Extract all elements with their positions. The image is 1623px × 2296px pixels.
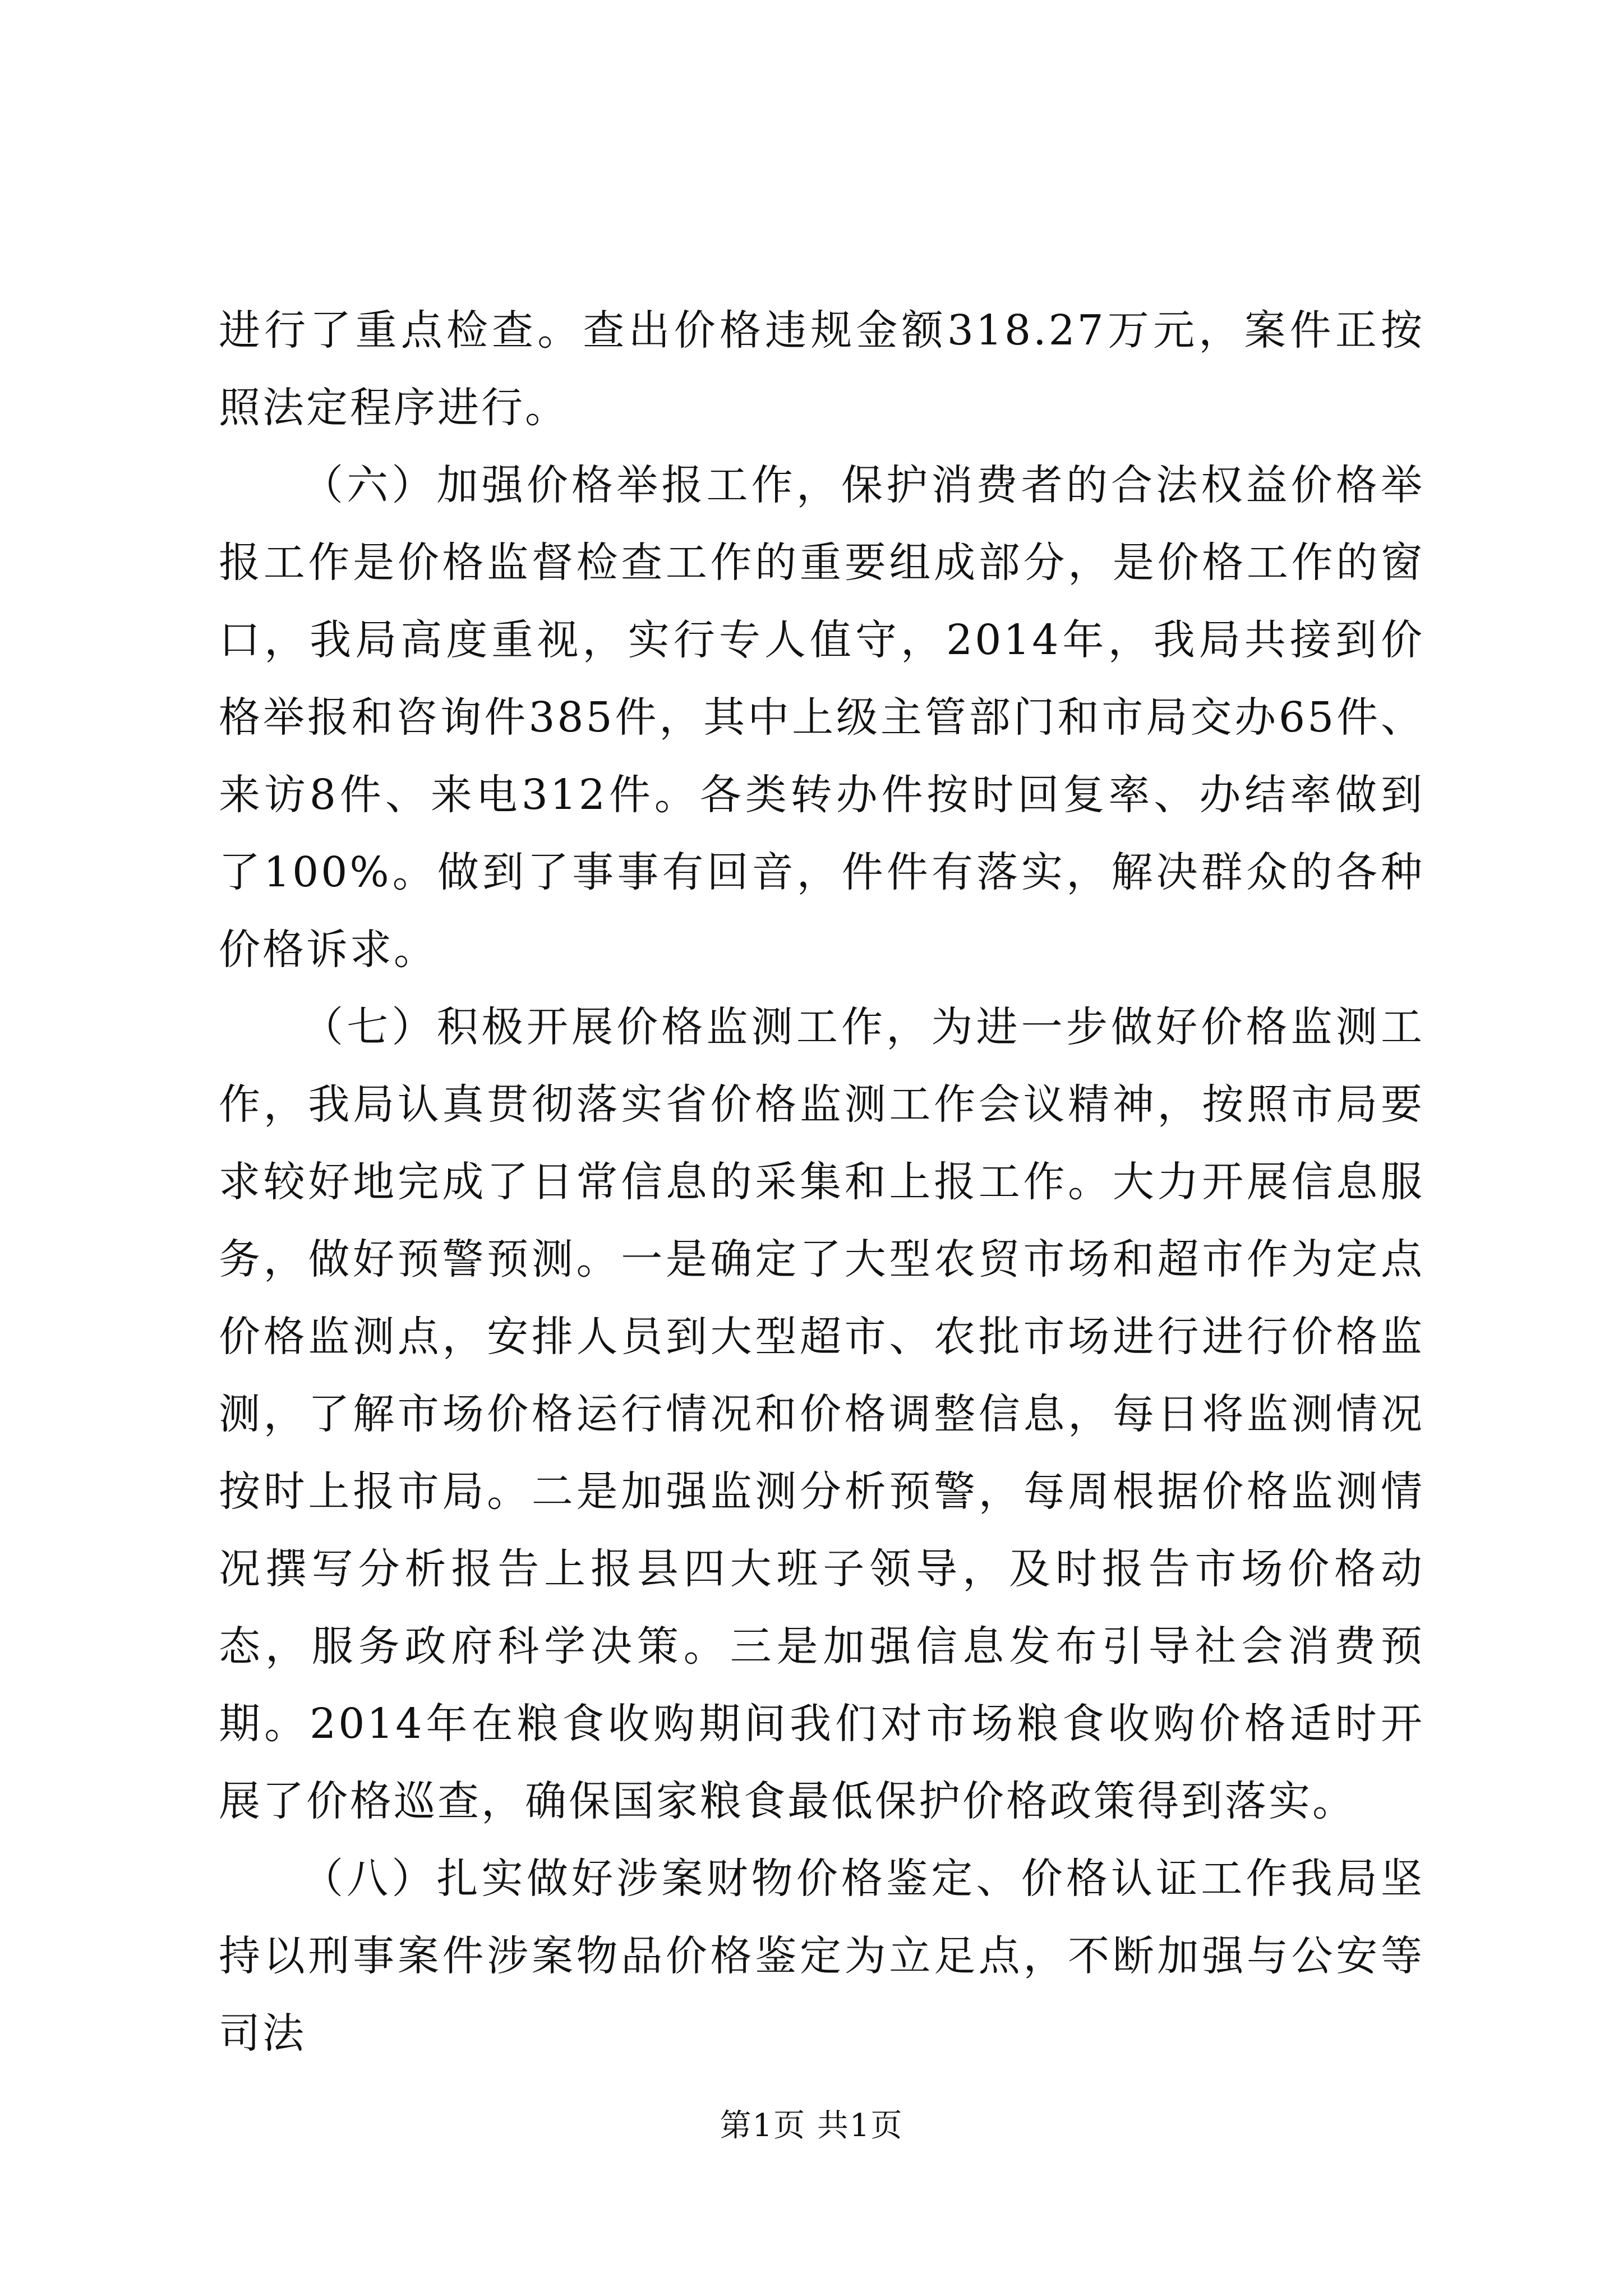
paragraph-price-reporting: （六）加强价格举报工作，保护消费者的合法权益价格举报工作是价格监督检查工作的重要组成部分，是价格工作的窗口，我局高度重视，实行专人值守，2014年，我局共接到价格举报和咨询件385件，其中上级主管部门和市局交办65件、来访8件、来电312件。各类转办件按时回复率、办结率做到了100%。做到了事事有回音，件件有落实，解决群众的各种价格诉求。 bbox=[219, 461, 1424, 974]
paragraph-price-monitoring: （七）积极开展价格监测工作，为进一步做好价格监测工作，我局认真贯彻落实省价格监测工作会议精神，按照市局要求较好地完成了日常信息的采集和上报工作。大力开展信息服务，做好预警预测。一是确定了大型农贸市场和超市作为定点价格监测点，安排人员到大型超市、农批市场进行进行价格监测，了解市场价格运行情况和价格调整信息，每日将监测情况按时上报市局。二是加强监测分析预警，每周根据价格监测情况撰写分析报告上报县四大班子领导，及时报告市场价格动态，服务政府科学决策。三是加强信息发布引导社会消费预期。2014年在粮食收购期间我们对市场粮食收购价格适时开展了价格巡查，确保国家粮食最低保护价格政策得到落实。 bbox=[219, 1003, 1424, 1825]
document-body bbox=[219, 292, 1424, 2072]
paragraph-continued-inspection: 进行了重点检查。查出价格违规金额318.27万元，案件正按照法定程序进行。 bbox=[219, 306, 1424, 432]
page-footer: 第1页 共1页 bbox=[720, 2108, 903, 2144]
paragraph-price-appraisal: （八）扎实做好涉案财物价格鉴定、价格认证工作我局坚持以刑事案件涉案物品价格鉴定为立足点，不断加强与公安等司法 bbox=[219, 1855, 1424, 2058]
